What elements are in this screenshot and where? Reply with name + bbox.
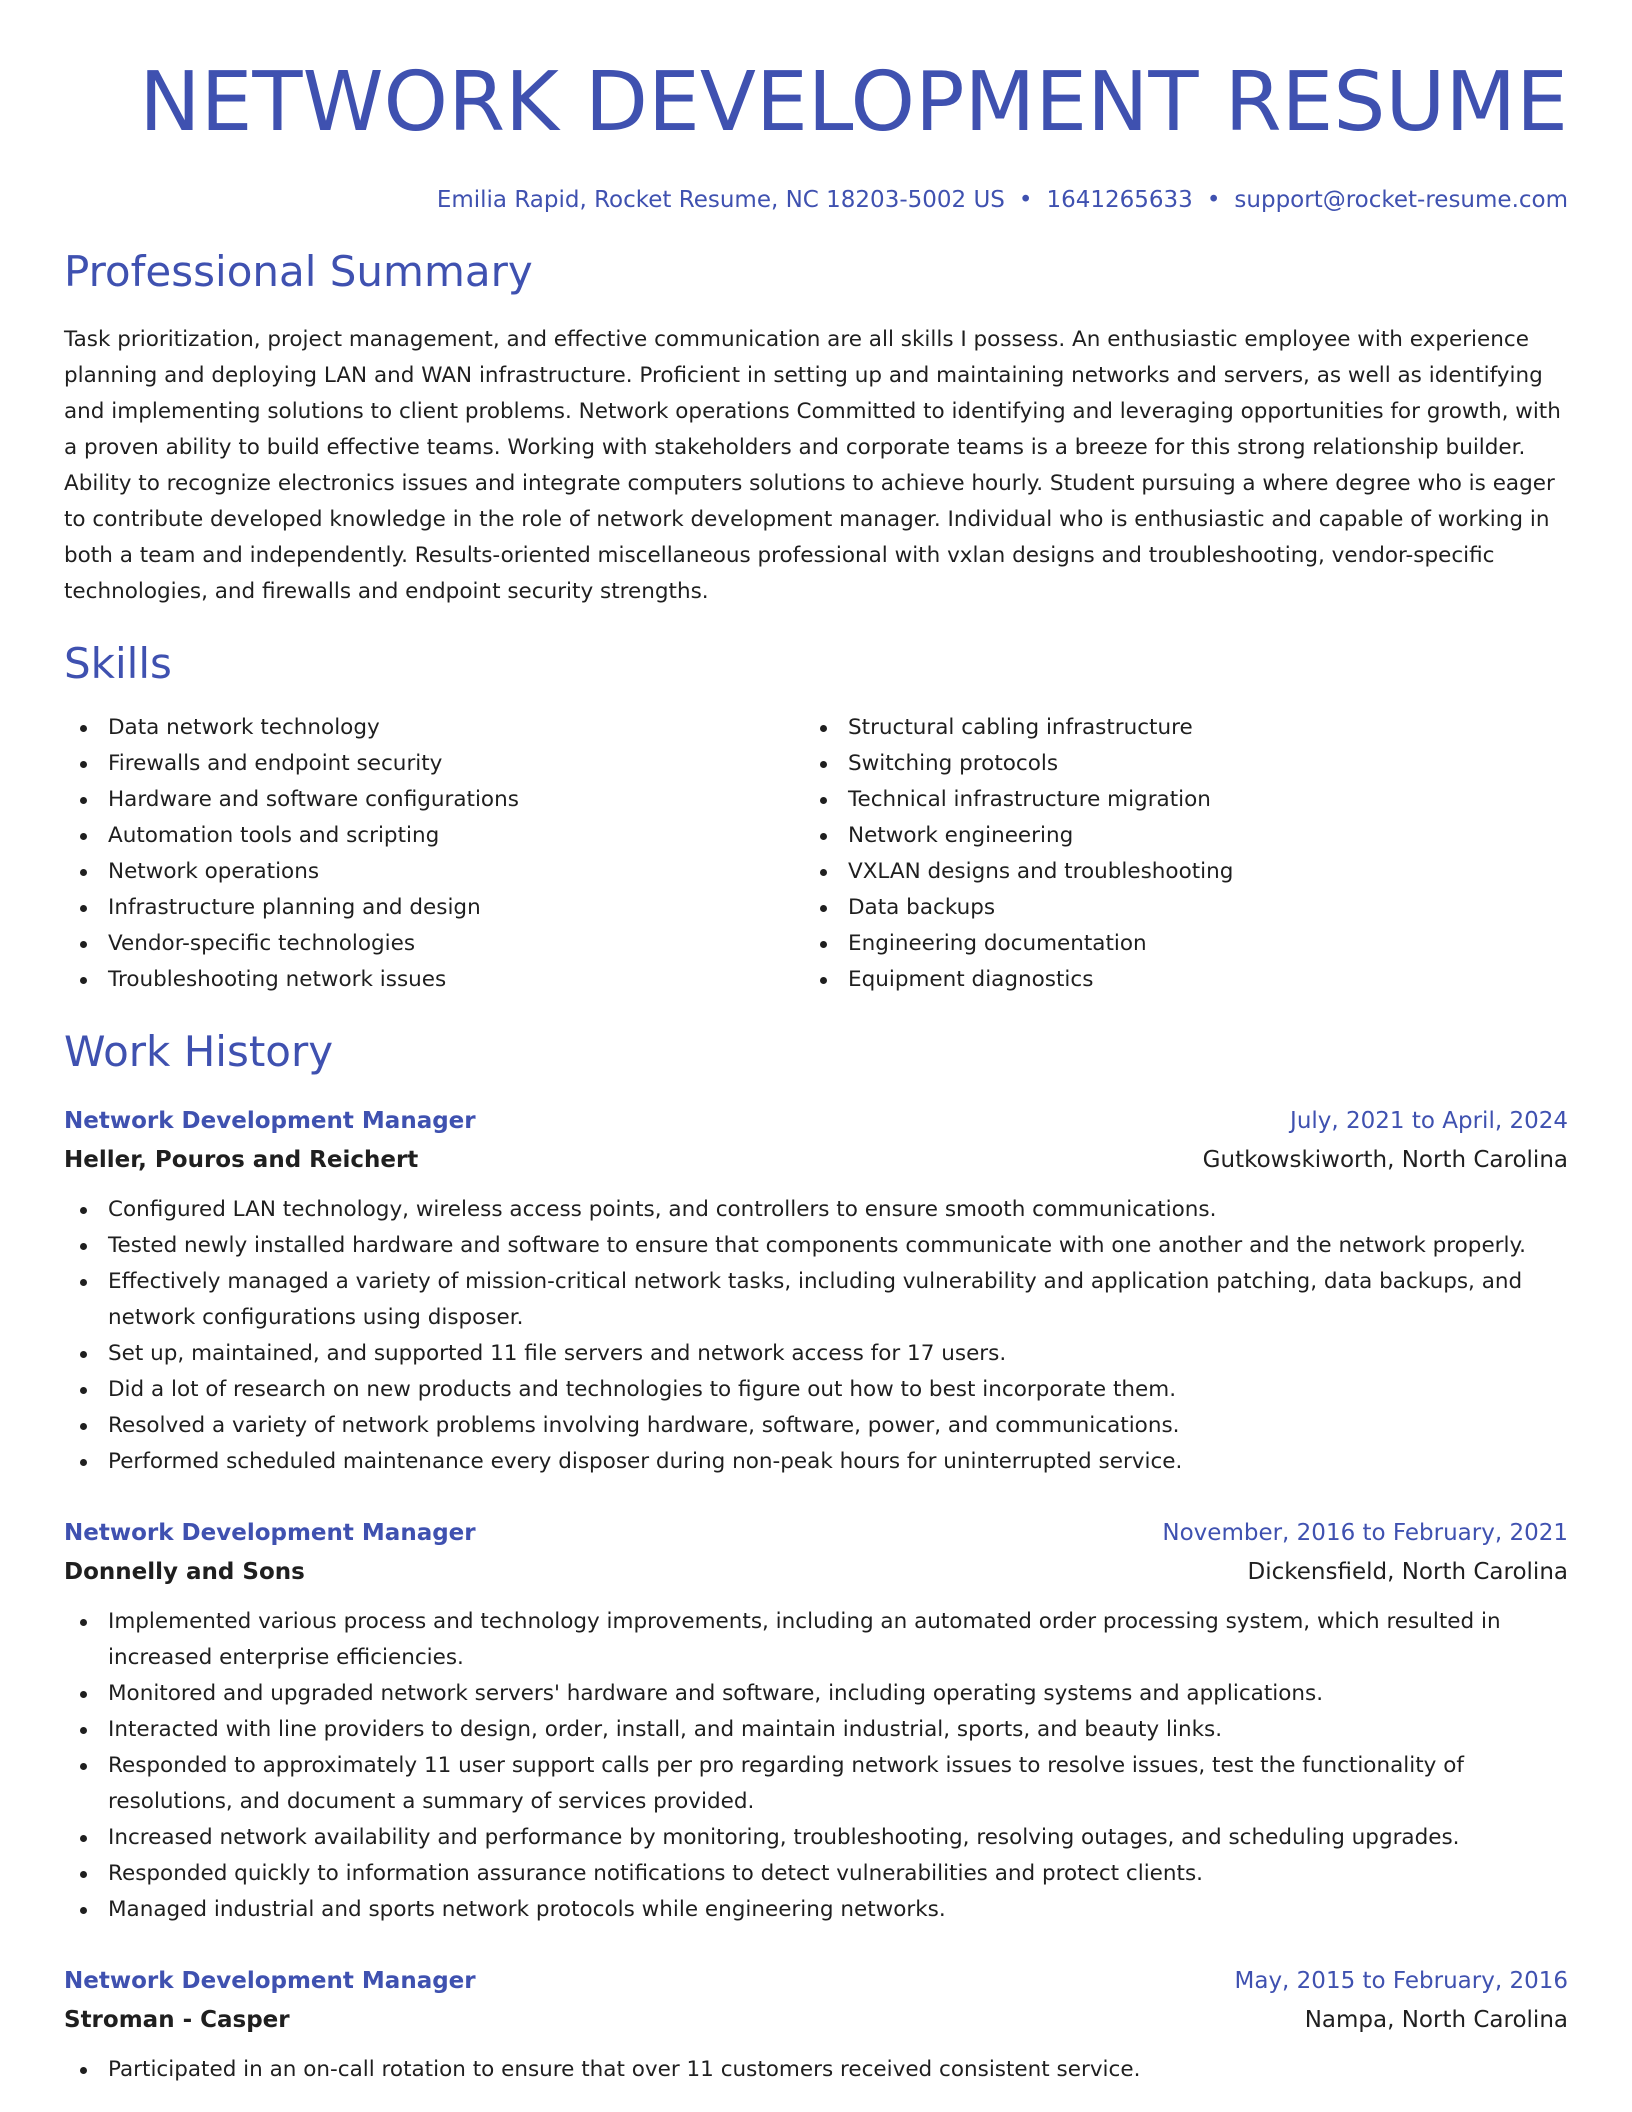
job-bullet: Configured LAN technology, wireless access points, and controllers to ensure smooth communications. bbox=[64, 1192, 1568, 1228]
contact-separator: • bbox=[1018, 187, 1033, 213]
professional-summary-section bbox=[64, 244, 1568, 610]
skill-item: Firewalls and endpoint security bbox=[64, 746, 804, 782]
job-bullet: Participated in an on-call rotation to ensure that over 11 customers received consistent service. bbox=[64, 2052, 1568, 2088]
job-company: Donnelly and Sons bbox=[64, 1559, 305, 1585]
skill-item: Infrastructure planning and design bbox=[64, 890, 804, 926]
skill-item: Technical infrastructure migration bbox=[804, 782, 1544, 818]
job-bullets bbox=[64, 1192, 1568, 1480]
job-bullet: Managed industrial and sports network protocols while engineering networks. bbox=[64, 1892, 1568, 1928]
skill-item: Hardware and software configurations bbox=[64, 782, 804, 818]
job-dates: November, 2016 to February, 2021 bbox=[1162, 1520, 1568, 1546]
skill-item: Data backups bbox=[804, 890, 1544, 926]
job-bullet: Set up, maintained, and supported 11 file servers and network access for 17 users. bbox=[64, 1336, 1568, 1372]
contact-line bbox=[64, 184, 1568, 216]
job-location: Gutkowskiworth, North Carolina bbox=[1202, 1147, 1568, 1173]
job-bullet: Effectively managed a variety of mission-critical network tasks, including vulnerability and application patching, data backups, and network configurations using disposer. bbox=[64, 1264, 1568, 1336]
skills-column-left bbox=[64, 710, 804, 998]
job-entry bbox=[64, 1514, 1568, 1928]
job-bullet: Performed scheduled maintenance every disposer during non-peak hours for uninterrupted service. bbox=[64, 1444, 1568, 1480]
skill-item: Structural cabling infrastructure bbox=[804, 710, 1544, 746]
contact-phone: 1641265633 bbox=[1046, 187, 1193, 213]
document-title: NETWORK DEVELOPMENT RESUME bbox=[139, 55, 1568, 150]
job-bullet: Resolved a variety of network problems involving hardware, software, power, and communications. bbox=[64, 1408, 1568, 1444]
skill-item: Engineering documentation bbox=[804, 926, 1544, 962]
section-heading-work-history: Work History bbox=[64, 1027, 334, 1076]
job-location: Dickensfield, North Carolina bbox=[1247, 1559, 1568, 1585]
job-bullet: Did a lot of research on new products and technologies to figure out how to best incorporate them. bbox=[64, 1372, 1568, 1408]
job-bullet: Tested newly installed hardware and software to ensure that components communicate with one another and the network properly. bbox=[64, 1228, 1568, 1264]
job-title: Network Development Manager bbox=[64, 1520, 476, 1546]
job-company-row bbox=[64, 1552, 1568, 1592]
job-company-row bbox=[64, 1140, 1568, 1180]
skill-item: Equipment diagnostics bbox=[804, 962, 1544, 998]
job-title: Network Development Manager bbox=[64, 1968, 476, 1994]
job-bullet: Responded to approximately 11 user support calls per pro regarding network issues to resolve issues, test the functionality of resolutions, and document a summary of services provided. bbox=[64, 1748, 1568, 1820]
job-entry bbox=[64, 1102, 1568, 1480]
skill-item: Network engineering bbox=[804, 818, 1544, 854]
summary-paragraph: Task prioritization, project management, and effective communication are all skills I possess. An enthusiastic employee with experience planning and deploying LAN and WAN infrastructure. Proficient in setting up and maintaining networks and servers, as well as identifying and implementing solutions to client problems. Network operations Committed to identifying and leveraging opportunities for growth, with a proven ability to build effective teams. Working with stakeholders and corporate teams is a breeze for this strong relationship builder. Ability to recognize electronics issues and integrate computers solutions to achieve hourly. Student pursuing a where degree who is eager to contribute developed knowledge in the role of network development manager. Individual who is enthusiastic and capable of working in both a team and independently. Results-oriented miscellaneous professional with vxlan designs and troubleshooting, vendor-specific technologies, and firewalls and endpoint security strengths. bbox=[64, 327, 1561, 604]
skill-item: Data network technology bbox=[64, 710, 804, 746]
contact-address: Emilia Rapid, Rocket Resume, NC 18203-5002 US bbox=[436, 187, 1005, 213]
section-heading-skills: Skills bbox=[64, 639, 172, 688]
contact-separator: • bbox=[1206, 187, 1221, 213]
skills-column-right bbox=[804, 710, 1544, 998]
job-bullet: Increased network availability and performance by monitoring, troubleshooting, resolving outages, and scheduling upgrades. bbox=[64, 1820, 1568, 1856]
skill-item: Vendor-specific technologies bbox=[64, 926, 804, 962]
job-title-row bbox=[64, 1962, 1568, 2000]
skill-item: VXLAN designs and troubleshooting bbox=[804, 854, 1544, 890]
job-bullet: Implemented various process and technology improvements, including an automated order processing system, which resulted in increased enterprise efficiencies. bbox=[64, 1604, 1568, 1676]
skill-item: Troubleshooting network issues bbox=[64, 962, 804, 998]
job-location: Nampa, North Carolina bbox=[1304, 2007, 1568, 2033]
contact-email[interactable]: support@rocket-resume.com bbox=[1234, 187, 1568, 213]
skills-section bbox=[64, 636, 1568, 998]
job-dates: July, 2021 to April, 2024 bbox=[1290, 1108, 1568, 1134]
job-company: Heller, Pouros and Reichert bbox=[64, 1147, 419, 1173]
section-heading-summary: Professional Summary bbox=[64, 247, 533, 296]
job-dates: May, 2015 to February, 2016 bbox=[1234, 1968, 1568, 1994]
resume-header bbox=[64, 48, 1568, 216]
job-bullets bbox=[64, 2052, 1568, 2088]
job-title-row bbox=[64, 1102, 1568, 1140]
job-company-row bbox=[64, 2000, 1568, 2040]
job-company: Stroman - Casper bbox=[64, 2007, 290, 2033]
job-entry bbox=[64, 1962, 1568, 2088]
job-bullet: Interacted with line providers to design, order, install, and maintain industrial, sports, and beauty links. bbox=[64, 1712, 1568, 1748]
skill-item: Switching protocols bbox=[804, 746, 1544, 782]
skill-item: Network operations bbox=[64, 854, 804, 890]
job-bullets bbox=[64, 1604, 1568, 1928]
job-title-row bbox=[64, 1514, 1568, 1552]
job-title: Network Development Manager bbox=[64, 1108, 476, 1134]
work-history-section bbox=[64, 1024, 1568, 2088]
job-bullet: Responded quickly to information assurance notifications to detect vulnerabilities and protect clients. bbox=[64, 1856, 1568, 1892]
skill-item: Automation tools and scripting bbox=[64, 818, 804, 854]
job-bullet: Monitored and upgraded network servers' hardware and software, including operating systems and applications. bbox=[64, 1676, 1568, 1712]
skills-grid bbox=[64, 710, 1568, 998]
